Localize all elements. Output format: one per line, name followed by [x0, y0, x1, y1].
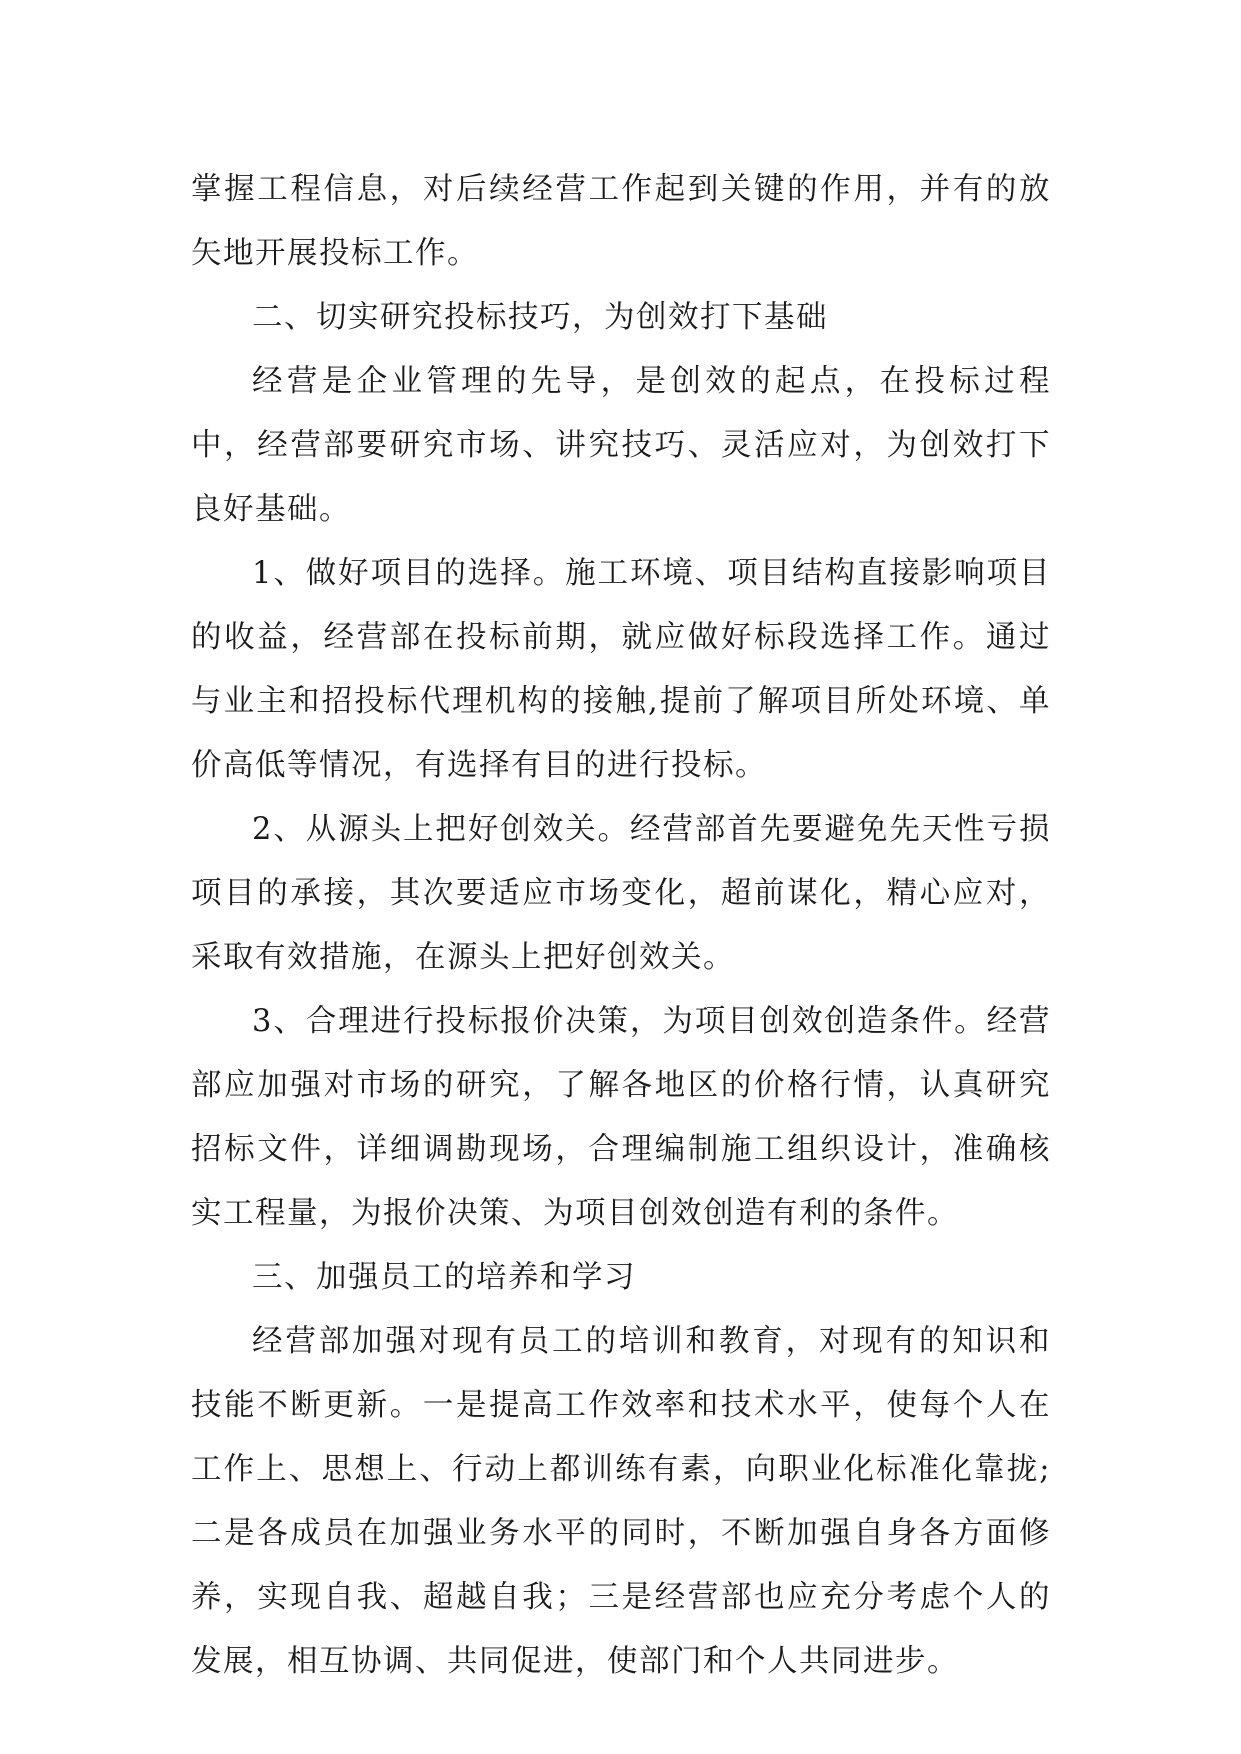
paragraph-intro-3: 经营部加强对现有员工的培训和教育，对现有的知识和技能不断更新。一是提高工作效率和技术水平，使每个人在工作上、思想上、行动上都训练有素，向职业化标准化靠拢;二是各成员在加强业务水平的同时，不断加强自身各方面修养，实现自我、超越自我；三是经营部也应充分考虑个人的发展，相互协调、共同促进，使部门和个人共同进步。	[191, 1324, 1051, 1679]
paragraph-continuation: 掌握工程信息，对后续经营工作起到关键的作用，并有的放矢地开展投标工作。	[191, 172, 1051, 271]
paragraph-intro-2: 经营是企业管理的先导，是创效的起点，在投标过程中，经营部要研究市场、讲究技巧、灵活应对，为创效打下良好基础。	[191, 364, 1051, 527]
paragraph-item-2: 2、从源头上把好创效关。经营部首先要避免先天性亏损项目的承接，其次要适应市场变化，超前谋化，精心应对，采取有效措施，在源头上把好创效关。	[191, 812, 1051, 975]
section-heading-3: 三、加强员工的培养和学习	[252, 1260, 636, 1295]
section-heading-2: 二、切实研究投标技巧，为创效打下基础	[252, 300, 828, 335]
document-body	[191, 158, 1051, 1694]
paragraph-item-1: 1、做好项目的选择。施工环境、项目结构直接影响项目的收益，经营部在投标前期，就应做好标段选择工作。通过与业主和招投标代理机构的接触,提前了解项目所处环境、单价高低等情况，有选择有目的进行投标。	[191, 556, 1051, 783]
paragraph-item-3: 3、合理进行投标报价决策，为项目创效创造条件。经营部应加强对市场的研究，了解各地区的价格行情，认真研究招标文件，详细调勘现场，合理编制施工组织设计，准确核实工程量，为报价决策、为项目创效创造有利的条件。	[191, 1004, 1051, 1231]
